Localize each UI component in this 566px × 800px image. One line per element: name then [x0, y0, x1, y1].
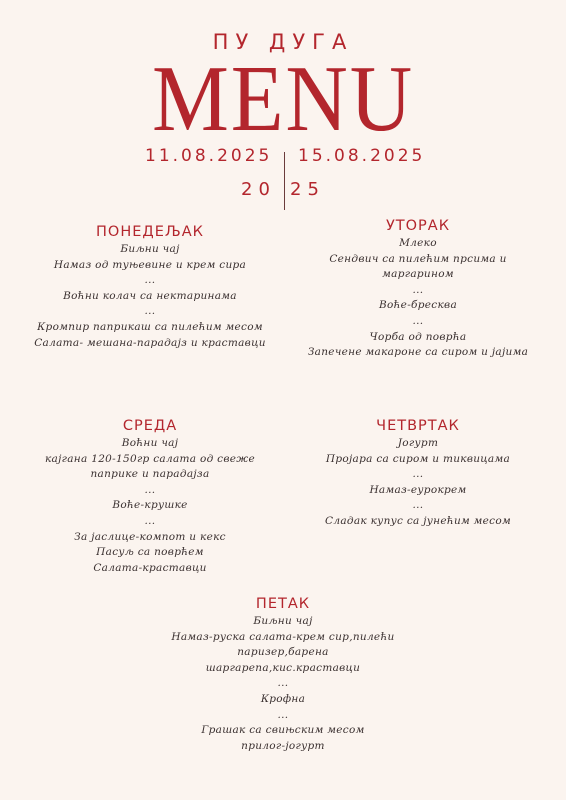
day-title: УТОРАК [385, 218, 451, 234]
menu-line: Крофна [260, 692, 306, 705]
date-end: 15.08.2025 [298, 146, 426, 166]
menu-line: Намаз-еурокрем [369, 483, 467, 496]
menu-line: ... [277, 677, 289, 690]
menu-line: Запечене макароне са сиром и јајима [307, 346, 529, 359]
menu-line: ... [144, 514, 156, 527]
menu-line: Салата-краставци [93, 561, 207, 574]
menu-line: Воћни чај [121, 437, 179, 449]
year-left: 20 [241, 179, 276, 200]
menu-line: Јогурт [397, 437, 439, 449]
menu-line: шаргарепа,кис.краставци [205, 661, 361, 674]
menu-line: Намаз од туњевине и крем сира [53, 258, 247, 271]
menu-line: Сладак купус са јунећим месом [325, 514, 511, 527]
day-tuesday [270, 217, 566, 361]
menu-line: Сендвич са пилећим прсима и [329, 252, 507, 265]
year-right: 25 [290, 179, 325, 200]
menu-line: За јаслице-компот и кекс [74, 530, 226, 543]
day-thursday [268, 417, 566, 530]
menu-line: кајгана 120-150гр салата од свеже [44, 452, 256, 465]
menu-line: прилог-јогурт [241, 739, 325, 752]
day-monday [0, 223, 300, 351]
menu-line: Биљни чај [120, 243, 180, 255]
day-title: ПЕТАК [255, 596, 311, 612]
menu-line: ... [144, 274, 156, 287]
menu-line: ... [277, 708, 289, 721]
day-title: ЧЕТВРТАК [376, 418, 460, 434]
menu-line: маргарином [382, 268, 454, 281]
menu-line: Грашак са свињским месом [201, 724, 365, 737]
menu-line: Воће-бресква [378, 299, 458, 312]
day-title: ПОНЕДЕЉАК [96, 224, 204, 240]
kindergarten-name: ПУ ДУГА [212, 30, 354, 54]
menu-line: Млеко [399, 237, 437, 249]
menu-line: ... [412, 468, 424, 481]
menu-line: ... [144, 483, 156, 496]
date-start: 11.08.2025 [145, 146, 273, 166]
menu-line: паризер,барена [237, 646, 329, 659]
menu-line: Кромпир паприкаш са пилећим месом [37, 320, 263, 333]
menu-line: Пасуљ са поврћем [96, 546, 204, 559]
menu-line: ... [412, 283, 424, 296]
menu-line: Воћни колач са нектаринама [63, 289, 237, 302]
menu-line: Чорба од поврћа [369, 330, 467, 343]
menu-line: Намаз-руска салата-крем сир,пилећи [171, 630, 395, 643]
day-title: СРЕДА [122, 418, 178, 434]
menu-line: Салата- мешана-парадајз и краставци [34, 336, 266, 349]
day-wednesday [0, 417, 300, 576]
menu-line: паприке и парадајза [90, 468, 210, 481]
menu-line: ... [412, 314, 424, 327]
vertical-divider [284, 152, 285, 210]
day-friday [133, 595, 433, 754]
menu-title: MENU [152, 47, 414, 151]
menu-line: Воће-крушке [112, 499, 188, 512]
menu-line: Пројара са сиром и тиквицама [325, 452, 511, 465]
menu-line: ... [144, 305, 156, 318]
menu-line: ... [412, 499, 424, 512]
menu-line: Биљни чај [253, 615, 313, 627]
